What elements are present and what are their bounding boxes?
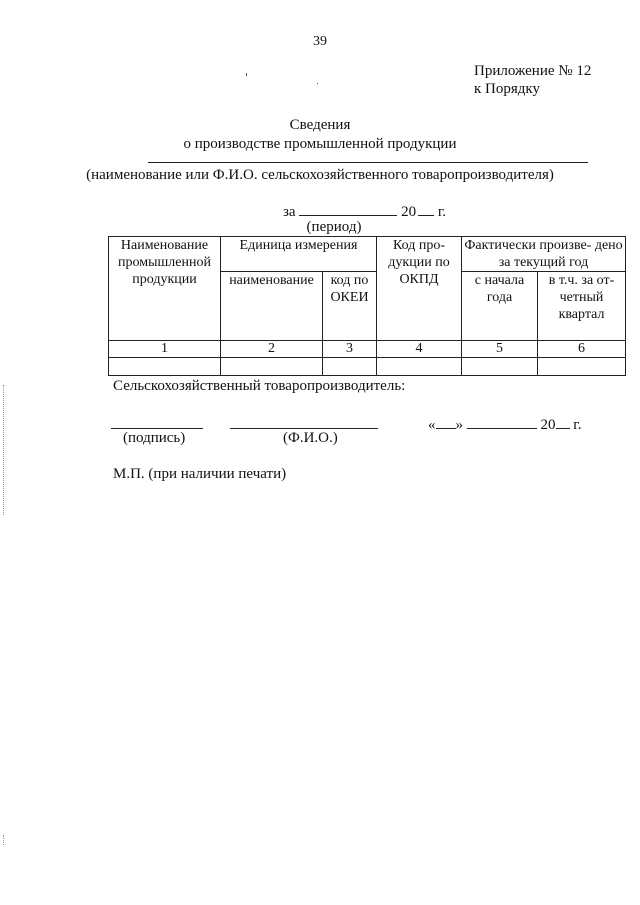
column-number: 4	[377, 341, 462, 358]
appendix-order: к Порядку	[474, 81, 540, 97]
stamp-note: М.П. (при наличии печати)	[113, 466, 287, 482]
producer-name-caption: (наименование или Ф.И.О. сельскохозяйственного товаропроизводителя)	[86, 167, 554, 183]
signature-line	[111, 428, 203, 429]
header-product-name: Наименование промышленной продукции	[109, 237, 221, 341]
header-actual-production: Фактически произве- дено за текущий год	[462, 237, 626, 272]
table-row	[109, 358, 626, 376]
date-open-quote: «	[428, 417, 436, 433]
table-cell[interactable]	[221, 358, 323, 376]
fio-line	[230, 428, 378, 429]
producer-name-line	[148, 162, 588, 163]
header-okpd-code: Код про- дукции по ОКПД	[377, 237, 462, 341]
date-month-blank	[467, 414, 537, 429]
document-title	[0, 116, 640, 154]
header-since-start-of-year: с начала года	[462, 272, 538, 341]
header-okei-code: код по ОКЕИ	[323, 272, 377, 341]
period-blank	[299, 201, 397, 216]
title-subheading: о производстве промышленной продукции	[183, 136, 457, 152]
table-cell[interactable]	[109, 358, 221, 376]
signature-caption: (подпись)	[123, 430, 186, 446]
table-header-row	[109, 237, 626, 272]
column-number-row	[109, 341, 626, 358]
appendix-number: Приложение № 12	[474, 63, 592, 79]
date-year-prefix: 20	[540, 417, 556, 433]
table-cell[interactable]	[323, 358, 377, 376]
table-cell[interactable]	[377, 358, 462, 376]
fio-caption: (Ф.И.О.)	[283, 430, 338, 446]
date-year-blank	[556, 414, 570, 429]
table-cell[interactable]	[462, 358, 538, 376]
header-unit-group: Единица измерения	[221, 237, 377, 272]
period-year-blank	[418, 201, 434, 216]
date-row	[428, 414, 581, 434]
page-number: 39	[313, 34, 327, 49]
producer-label: Сельскохозяйственный товаропроизводитель:	[113, 378, 406, 394]
period-prefix: за	[283, 204, 296, 220]
column-number: 3	[323, 341, 377, 358]
table-cell[interactable]	[538, 358, 626, 376]
scan-speck	[317, 83, 318, 84]
date-close-quote: »	[455, 417, 463, 433]
period-suffix: г.	[437, 204, 447, 220]
date-suffix: г.	[573, 417, 582, 433]
period-year-prefix: 20	[401, 204, 417, 220]
header-reporting-quarter: в т.ч. за от- четный квартал	[538, 272, 626, 341]
column-number: 5	[462, 341, 538, 358]
appendix-reference	[474, 62, 591, 98]
column-number: 6	[538, 341, 626, 358]
scan-speck	[246, 73, 247, 76]
scan-edge-mark	[3, 385, 4, 515]
column-number: 1	[109, 341, 221, 358]
scan-edge-mark	[3, 835, 4, 845]
header-unit-name: наименование	[221, 272, 323, 341]
period-row	[283, 201, 446, 221]
date-day-blank	[436, 414, 456, 429]
title-heading: Сведения	[289, 117, 351, 133]
period-caption: (период)	[306, 219, 362, 235]
production-table	[108, 236, 626, 376]
column-number: 2	[221, 341, 323, 358]
